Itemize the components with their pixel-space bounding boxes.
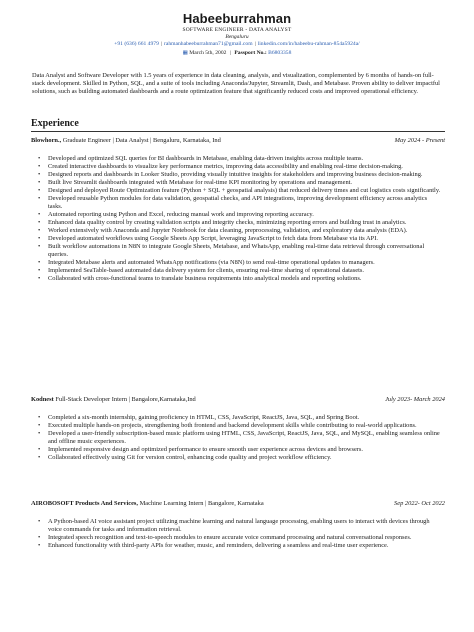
- date-of-birth: March 5th, 2002: [189, 50, 227, 56]
- passport-number: B6803358: [268, 50, 292, 56]
- bullet-item: • Developed reusable Python modules for data validation, geospatial checks, and API integrations, improving development efficiency across analytics tasks.: [38, 195, 428, 210]
- job-role: Graduate Engineer | Data Analyst | Bengaluru, Karnataka, Ind: [61, 137, 221, 144]
- section-divider: [31, 131, 445, 132]
- bullet-item: • Collaborated with cross-functional teams to translate business requirements into analytical models and reporting solutions.: [38, 275, 362, 283]
- job-header: [31, 500, 445, 509]
- bullet-item: • Enhanced functionality with third-party APIs for weather, music, and reminders, delivering a seamless and real-time user experience.: [38, 541, 389, 549]
- bullet-item: • Designed and deployed Route Optimization feature (Python + SQL + geospatial analysis) that reduced delivery times and cut logistics costs significantly.: [38, 187, 441, 195]
- bullet-item: • Completed a six-month internship, gaining proficiency in HTML, CSS, JavaScript, ReactJS, Java, SQL, and Spring Boot.: [38, 414, 360, 421]
- bullet-item: • Built live Streamlit dashboards integrated with Metabase for real-time KPI monitoring by operations and management.: [38, 179, 353, 187]
- bullet-item: • A Python-based AI voice assistant project utilizing machine learning and natural language processing, enabling users to interact with devices through voice commands for tasks and information retrieval.: [38, 518, 430, 533]
- phone-link[interactable]: +91 (636) 661 4979: [114, 41, 159, 47]
- job-dates: May 2024 - Present: [394, 137, 445, 144]
- calendar-icon: ▦: [182, 50, 188, 56]
- bullet-item: • Automated reporting using Python and Excel, reducing manual work and improving reporting accuracy.: [38, 210, 314, 218]
- bullet-item: • Developed and optimized SQL queries for BI dashboards in Metabase, enabling data-driven insights across multiple teams.: [38, 155, 364, 162]
- bullet-item: • Implemented responsive design and optimized performance to ensure smooth user experience across devices and browsers.: [38, 445, 363, 453]
- job-bullets: [38, 155, 443, 283]
- bullet-item: • Enhanced data quality control by creating validation scripts and integrity checks, minimizing reporting errors and building trust in analytics.: [38, 219, 407, 227]
- job-bullets: [38, 518, 443, 550]
- candidate-location: Bengaluru: [225, 34, 249, 40]
- bullet-item: • Collaborated effectively using Git for version control, enhancing code quality and project workflow efficiency.: [38, 453, 332, 461]
- bullet-item: • Worked extensively with Anaconda and Jupyter Notebook for data cleaning, preprocessing, validation, and exploratory data analysis (EDA).: [38, 227, 408, 235]
- job-header: [31, 396, 445, 405]
- email-link[interactable]: rahmanhabeeburrahman71@gmail.com: [164, 41, 253, 47]
- job-role: Machine Learning Intern | Bangalore, Karnataka: [138, 500, 264, 507]
- job-dates: July 2023- March 2024: [385, 396, 445, 403]
- job-bullets: [38, 414, 443, 462]
- bullet-item: • Developed a user-friendly subscription-based music platform using HTML, CSS, JavaScript, ReactJS, Java, SQL, and MySQL, enabling seamless online and offline music experiences.: [38, 430, 440, 445]
- bullet-item: • Executed multiple hands-on projects, strengthening both frontend and backend development skills while contributing to real-world applications.: [38, 422, 417, 430]
- bullet-item: • Implemented SeaTable-based automated data delivery system for clients, ensuring real-time sharing of operational datasets.: [38, 266, 364, 274]
- candidate-title: SOFTWARE ENGINEER - DATA ANALYST: [182, 27, 292, 33]
- job-role: Full-Stack Developer Intern | Bangalore,Karnataka,Ind: [53, 396, 196, 403]
- professional-summary: Data Analyst and Software Developer with 1.5 years of experience in data cleaning, analysis, and visualization, complemented by 6 months of hands-on full-stack development. Skilled in Python, SQL, and a suite of tools including Anaconda/Jupyter, Streamlit, Dash, and Metabase. Proven ability to deliver impactful solutions, such as building automated dashboards and a route optimization feature that significantly reduced costs and improved operational efficiency.: [32, 72, 440, 95]
- contact-line: +91 (636) 661 4979 | rahmanhabeeburrahman71@gmail.com | linkedin.com/in/habeebu-rahman-854a5924a/: [114, 41, 360, 47]
- bullet-item: • Built workflow automations in N8N to integrate Google Sheets, Metabase, and WhatsApp, enabling real-time data retrieval through conversational queries.: [38, 243, 425, 258]
- linkedin-link[interactable]: linkedin.com/in/habeebu-rahman-854a5924a/: [257, 41, 360, 47]
- company-name: AIROBOSOFT Products And Services,: [31, 500, 138, 507]
- section-title-experience: Experience: [31, 118, 79, 129]
- bullet-item: • Integrated speech recognition and text-to-speech modules to ensure accurate voice command processing and natural conversational responses.: [38, 533, 412, 541]
- bullet-item: • Created interactive dashboards to visualize key performance metrics, improving data accessibility and enabling real-time decision-making.: [38, 163, 403, 171]
- bullet-item: • Integrated Metabase alerts and automated WhatsApp notifications (via N8N) to send real-time operational updates to managers.: [38, 258, 375, 266]
- company-name: Blowhorn.,: [31, 137, 62, 144]
- bullet-item: • Developed automated workflows using Google Sheets App Script, leveraging JavaScript to fetch data from Metabase via its API.: [38, 235, 378, 243]
- company-name: Kodnest: [31, 396, 54, 403]
- job-dates: Sep 2022- Oct 2022: [394, 500, 445, 507]
- passport-label: Passport No.:: [234, 50, 267, 56]
- candidate-name: Habeeburrahman: [182, 11, 292, 26]
- job-header: [31, 137, 445, 146]
- bullet-item: • Designed reports and dashboards in Looker Studio, providing visually intuitive insights for stakeholders and improving business decision-making.: [38, 171, 423, 179]
- personal-details-line: ▦ March 5th, 2002 | Passport No.: B6803358: [182, 50, 292, 56]
